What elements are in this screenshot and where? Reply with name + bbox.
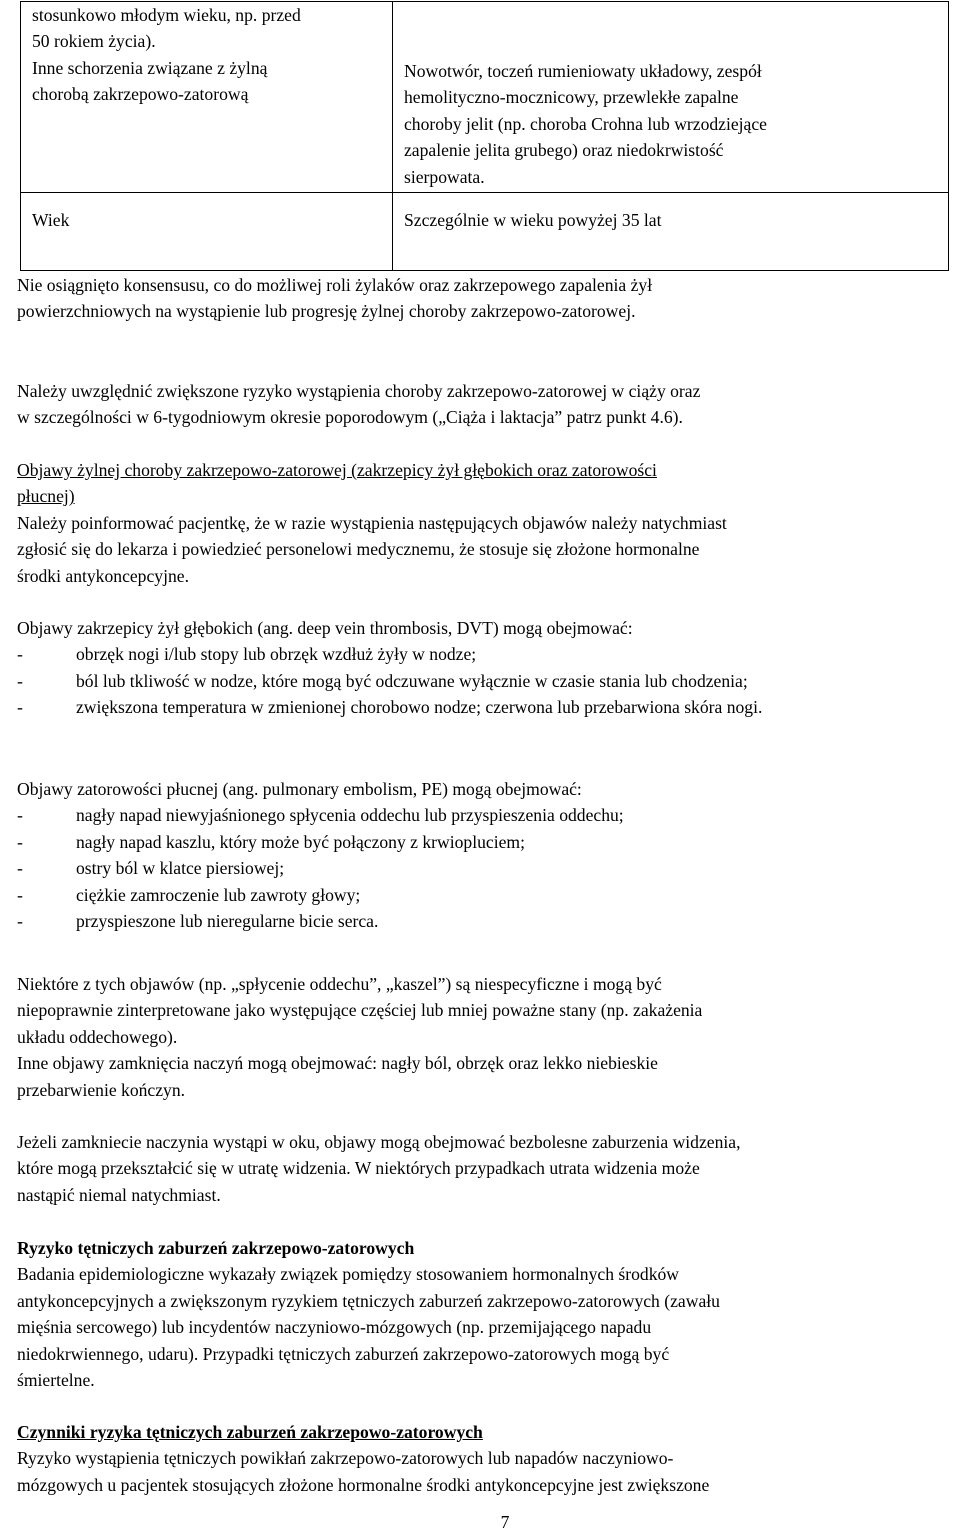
section-vte-symptoms (17, 457, 943, 589)
dash-bullet: - (17, 884, 23, 905)
list-item (17, 668, 943, 694)
text-line: układu oddechowego). (17, 1026, 178, 1047)
cell-line: choroby jelit (np. choroba Crohna lub wrzodziejące (404, 113, 767, 134)
list-item-text: ostry ból w klatce piersiowej; (76, 858, 285, 879)
dash-bullet: - (17, 644, 23, 665)
text-line: Należy uwzględnić zwiększone ryzyko wystąpienia choroby zakrzepowo-zatorowej w ciąży oraz (17, 381, 701, 401)
list-item-text: ciężkie zamroczenie lub zawroty głowy; (76, 884, 361, 905)
text-line: powierzchniowych na wystąpienie lub progresję żylnej choroby zakrzepowo-zatorowej. (17, 301, 636, 322)
dash-bullet: - (17, 831, 23, 852)
text-line: środki antykoncepcyjne. (17, 565, 189, 586)
list-item (17, 855, 943, 881)
list-item-text: nagły napad kaszlu, który może być połączony z krwiopluciem; (76, 831, 525, 852)
dash-bullet: - (17, 858, 23, 879)
text-line: antykoncepcyjnych a zwiększonym ryzykiem tętniczych zaburzeń zakrzepowo-zatorowych (zawału (17, 1290, 720, 1311)
list-item (17, 802, 943, 828)
pe-symptoms (17, 776, 943, 934)
section-heading: płucnej) (17, 486, 75, 507)
section-heading: Objawy żylnej choroby zakrzepowo-zatorowej (zakrzepicy żył głębokich oraz zatorowości (17, 460, 657, 480)
dash-bullet: - (17, 670, 23, 691)
text-line: Ryzyko wystąpienia tętniczych powikłań zakrzepowo-zatorowych lub napadów naczyniowo- (17, 1448, 674, 1469)
list-intro: Objawy zatorowości płucnej (ang. pulmonary embolism, PE) mogą obejmować: (17, 779, 582, 799)
section-heading: Ryzyko tętniczych zaburzeń zakrzepowo-zatorowych (17, 1238, 415, 1258)
list-item (17, 882, 943, 908)
dash-bullet: - (17, 911, 23, 932)
text-line: Należy poinformować pacjentkę, że w razie wystąpienia następujących objawów należy natychmiast (17, 512, 727, 533)
cell-line: Nowotwór, toczeń rumieniowaty układowy, zespół (404, 61, 762, 81)
table-cell-description (393, 2, 949, 193)
list-intro: Objawy zakrzepicy żył głębokich (ang. deep vein thrombosis, DVT) mogą obejmować: (17, 618, 633, 638)
paragraph-nonspecific (17, 971, 943, 1103)
pe-list (17, 802, 943, 934)
list-item (17, 694, 936, 720)
dvt-symptoms (17, 615, 943, 721)
paragraph-eye (17, 1129, 943, 1208)
table-row (21, 2, 949, 193)
section-arterial-risk-factors (17, 1419, 943, 1498)
list-item (17, 829, 943, 855)
cell-line: Szczególnie w wieku powyżej 35 lat (404, 210, 662, 230)
text-line: mięśnia sercowego) lub incydentów naczyniowo-mózgowych (np. przemijającego napadu (17, 1317, 652, 1338)
text-line: Inne objawy zamknięcia naczyń mogą obejmować: nagły ból, obrzęk oraz lekko niebieskie (17, 1053, 658, 1074)
text-line: w szczególności w 6-tygodniowym okresie poporodowym („Ciąża i laktacja” patrz punkt 4.6). (17, 407, 683, 428)
text-line: nastąpić niemal natychmiast. (17, 1184, 221, 1205)
list-item (17, 641, 943, 667)
dash-bullet: - (17, 805, 23, 826)
page-number: 7 (500, 1512, 510, 1532)
list-item (17, 908, 943, 934)
cell-line: 50 rokiem życia). (32, 31, 156, 52)
text-line: Jeżeli zamkniecie naczynia wystąpi w oku, objawy mogą obejmować bezbolesne zaburzenia widzenia, (17, 1132, 741, 1152)
cell-line: hemolityczno-mocznicowy, przewlekłe zapalne (404, 87, 739, 108)
cell-line: Inne schorzenia związane z żylną (32, 57, 268, 78)
paragraph-varicose (17, 272, 943, 325)
text-line: zgłosić się do lekarza i powiedzieć personelowi medycznemu, że stosuje się złożone hormonalne (17, 539, 700, 560)
list-item-text: ból lub tkliwość w nodze, które mogą być odczuwane wyłącznie w czasie stania lub chodzenia; (76, 670, 748, 691)
dash-bullet: - (17, 697, 23, 718)
list-item-text: nagły napad niewyjaśnionego spłycenia oddechu lub przyspieszenia oddechu; (76, 805, 624, 826)
cell-line: chorobą zakrzepowo-zatorową (32, 84, 249, 105)
text-line: Badania epidemiologiczne wykazały związek pomiędzy stosowaniem hormonalnych środków (17, 1264, 680, 1285)
list-item-text: przyspieszone lub nieregularne bicie serca. (76, 911, 379, 932)
list-item-text: obrzęk nogi i/lub stopy lub obrzęk wzdłuż żyły w nodze; (76, 644, 477, 665)
cell-block (404, 58, 948, 190)
text-line: Niektóre z tych objawów (np. „spłycenie oddechu”, „kaszel”) są niespecyficzne i mogą być (17, 974, 662, 994)
text-line: Nie osiągnięto konsensusu, co do możliwej roli żylaków oraz zakrzepowego zapalenia żył (17, 275, 653, 295)
cell-line: stosunkowo młodym wieku, np. przed (32, 5, 301, 25)
cell-line: Wiek (32, 210, 70, 230)
text-line: śmiertelne. (17, 1370, 95, 1391)
text-line: mózgowych u pacjentek stosujących złożone hormonalne środki antykoncepcyjne jest zwiększone (17, 1474, 710, 1495)
cell-line: zapalenie jelita grubego) oraz niedokrwistość (404, 140, 724, 161)
list-item-text: zwiększona temperatura w zmienionej chorobowo nodze; czerwona lub przebarwiona skóra nogi. (76, 697, 763, 718)
table-cell-condition (21, 193, 393, 271)
table-row (21, 193, 949, 271)
paragraph-pregnancy (17, 378, 943, 431)
section-heading: Czynniki ryzyka tętniczych zaburzeń zakrzepowo-zatorowych (17, 1422, 483, 1442)
section-arterial-risk (17, 1235, 943, 1393)
risk-factors-table (20, 1, 949, 271)
dvt-list (17, 641, 943, 720)
text-line: przebarwienie kończyn. (17, 1079, 186, 1100)
text-line: które mogą przekształcić się w utratę widzenia. W niektórych przypadkach utrata widzenia może (17, 1158, 700, 1179)
table-cell-description (393, 193, 949, 271)
cell-line: sierpowata. (404, 166, 485, 187)
text-line: niepoprawnie zinterpretowane jako występujące częściej lub mniej poważne stany (np. zakażenia (17, 1000, 703, 1021)
text-line: niedokrwiennego, udaru). Przypadki tętniczych zaburzeń zakrzepowo-zatorowych mogą być (17, 1343, 670, 1364)
table-cell-condition (21, 2, 393, 193)
